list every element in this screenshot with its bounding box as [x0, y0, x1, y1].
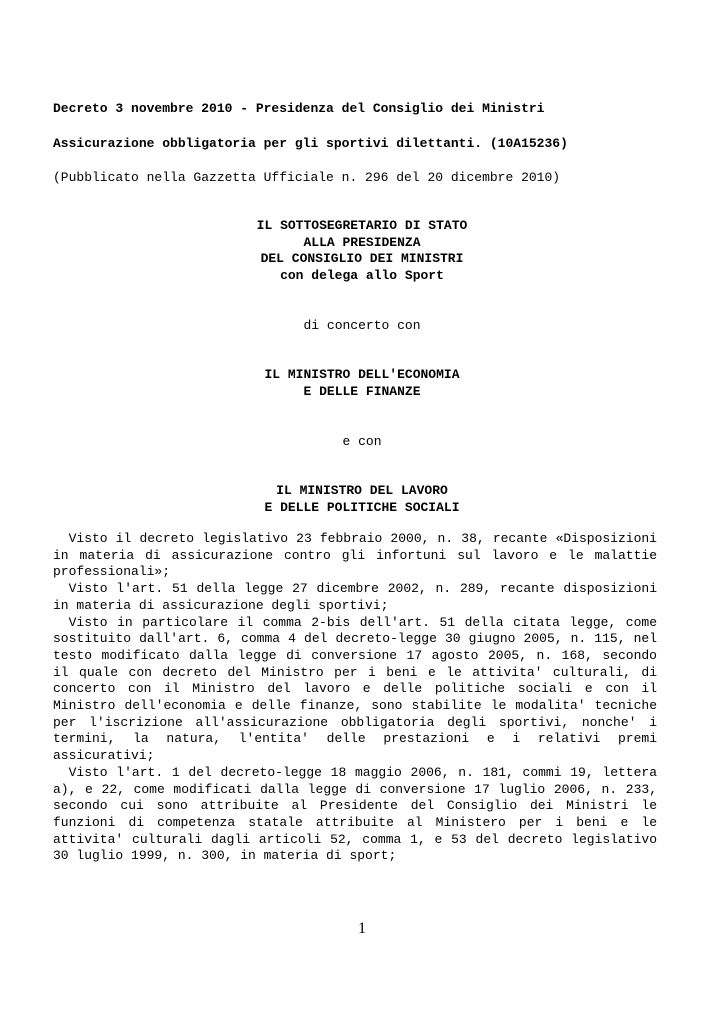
authority-line-4: con delega allo Sport: [280, 267, 444, 283]
recital-paragraph: Visto in particolare il comma 2-bis dell'art. 51 della citata legge, come sostituito dall'art. 6, comma 4 del decreto-legge 30 giugno 2005, n. 115, nel testo modificato dalla legge di conversione 17 agosto 2005, n. 168, secondo il quale con decreto del Ministro per i beni e le attivita' culturali, di concerto con il Ministro del lavoro e delle politiche sociali e con il Ministro dell'economia e delle finanze, sono stabilite le modalita' tecniche per l'iscrizione all'assicurazione obbligatoria degli sportivi, nonche' i termini, la natura, l'entita' delle prestazioni e i relativi premi assicurativi;: [53, 614, 657, 764]
authority-line-1: IL SOTTOSEGRETARIO DI STATO: [256, 218, 468, 233]
authority-line-3: DEL CONSIGLIO DEI MINISTRI: [260, 251, 464, 266]
minister-labour-line-2: E DELLE POLITICHE SOCIALI: [264, 499, 460, 515]
authority-block: [0, 218, 724, 284]
recital-paragraph: Visto l'art. 51 della legge 27 dicembre 2002, n. 289, recante disposizioni in materia di assicurazione degli sportivi;: [53, 581, 657, 613]
recital-paragraph: Visto il decreto legislativo 23 febbraio 2000, n. 38, recante «Disposizioni in materia di assicurazione contro gli infortuni sul lavoro e le malattie professionali»;: [53, 531, 657, 580]
publication-note: (Pubblicato nella Gazzetta Ufficiale n. 296 del 20 dicembre 2010): [53, 170, 561, 185]
and-with-line: e con: [342, 434, 382, 449]
page-number: 1: [358, 920, 366, 937]
concert-line: di concerto con: [303, 318, 421, 333]
recitals-body: [53, 531, 657, 865]
minister-labour-block: [0, 483, 724, 516]
minister-economy-block: [0, 367, 724, 400]
minister-economy-line-1: IL MINISTRO DELL'ECONOMIA: [264, 367, 460, 382]
recital-paragraph: Visto l'art. 1 del decreto-legge 18 maggio 2006, n. 181, commi 19, lettera a), e 22, come modificati dalla legge di conversione 17 luglio 2006, n. 233, secondo cui sono attribuite al Presidente del Consiglio dei Ministri le funzioni di competenza statale attribuite al Ministero per i beni e le attivita' culturali dagli articoli 52, comma 1, e 53 del decreto legislativo 30 luglio 1999, n. 300, in materia di sport;: [53, 764, 657, 864]
authority-line-2: ALLA PRESIDENZA: [303, 234, 421, 250]
decree-title: Decreto 3 novembre 2010 - Presidenza del Consiglio dei Ministri: [53, 101, 545, 116]
decree-subject: Assicurazione obbligatoria per gli sportivi dilettanti. (10A15236): [53, 136, 568, 151]
minister-labour-line-1: IL MINISTRO DEL LAVORO: [276, 483, 448, 498]
minister-economy-line-2: E DELLE FINANZE: [303, 383, 421, 399]
